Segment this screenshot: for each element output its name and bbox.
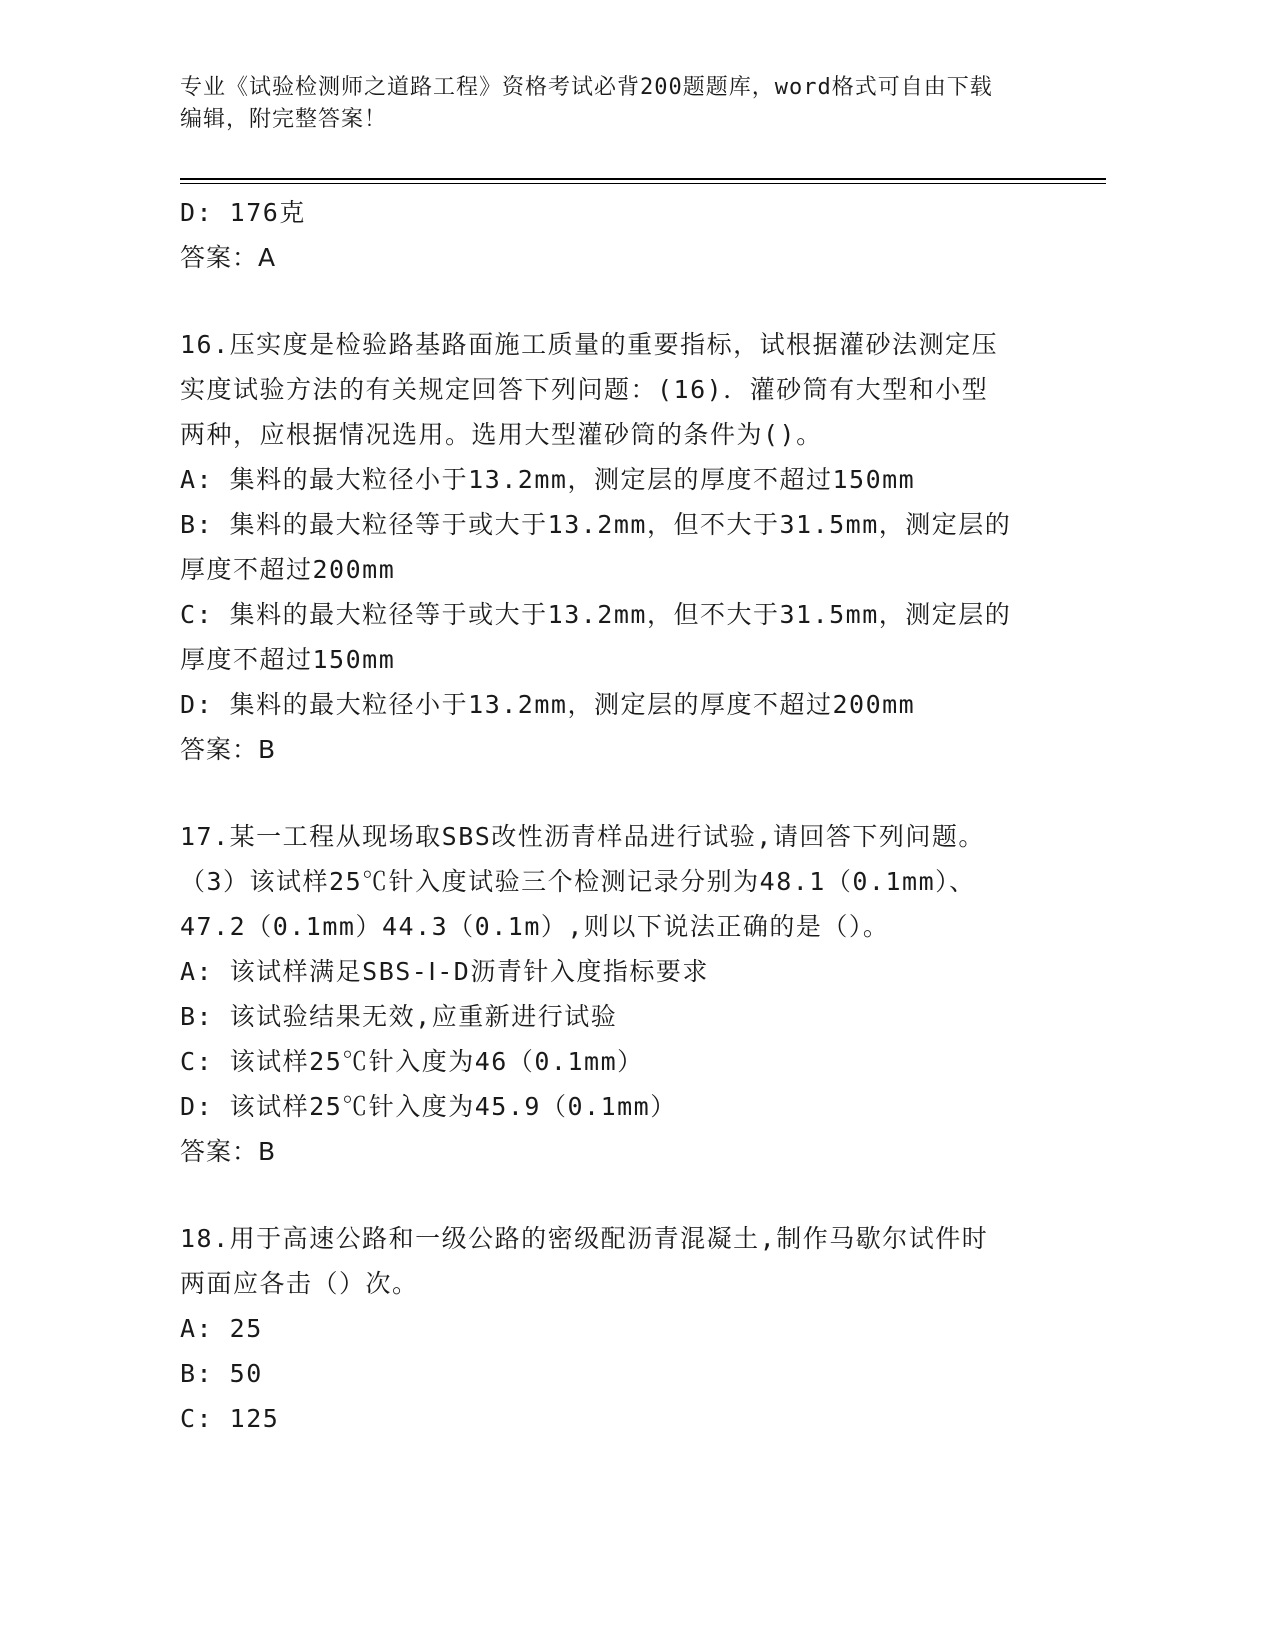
question-text-line: （3）该试样25℃针入度试验三个检测记录分别为48.1（0.1mm）、	[180, 867, 976, 896]
option-c: C: 该试样25℃针入度为46（0.1mm）	[180, 1047, 644, 1076]
answer-line: 答案：B	[180, 735, 277, 764]
option-c: C: 集料的最大粒径等于或大于13.2mm，但不大于31.5mm，测定层的	[180, 600, 1012, 629]
previous-question-tail	[180, 190, 1080, 280]
option-b: B: 50	[180, 1359, 263, 1388]
option-a: A: 集料的最大粒径小于13.2mm，测定层的厚度不超过150mm	[180, 465, 916, 494]
option-a: A: 25	[180, 1314, 263, 1343]
option-d: D: 176克	[180, 198, 306, 227]
header-line-1: 专业《试验检测师之道路工程》资格考试必背200题题库，word格式可自由下载	[180, 75, 993, 100]
option-d: D: 集料的最大粒径小于13.2mm，测定层的厚度不超过200mm	[180, 690, 916, 719]
question-text-line: 17.某一工程从现场取SBS改性沥青样品进行试验,请回答下列问题。	[180, 822, 985, 851]
question-text-line: 两面应各击（）次。	[180, 1269, 419, 1298]
answer-line: 答案：A	[180, 243, 277, 272]
option-b-continued: 厚度不超过200mm	[180, 555, 396, 584]
question-text-line: 47.2（0.1mm）44.3（0.1m）,则以下说法正确的是（）。	[180, 912, 890, 941]
answer-line: 答案：B	[180, 1137, 277, 1166]
question-16	[180, 322, 1080, 772]
question-text-line: 18.用于高速公路和一级公路的密级配沥青混凝土,制作马歇尔试件时	[180, 1224, 989, 1253]
option-d: D: 该试样25℃针入度为45.9（0.1mm）	[180, 1092, 677, 1121]
question-18	[180, 1216, 1080, 1441]
option-a: A: 该试样满足SBS-Ⅰ-D沥青针入度指标要求	[180, 957, 709, 986]
option-c-continued: 厚度不超过150mm	[180, 645, 396, 674]
header-line-2: 编辑，附完整答案！	[180, 107, 388, 132]
question-text-line: 实度试验方法的有关规定回答下列问题：(16)．灌砂筒有大型和小型	[180, 375, 989, 404]
option-c: C: 125	[180, 1404, 280, 1433]
spacer	[180, 280, 1080, 322]
document-header	[180, 72, 1080, 136]
option-b: B: 该试验结果无效,应重新进行试验	[180, 1002, 618, 1031]
spacer	[180, 1174, 1080, 1216]
question-text-line: 两种，应根据情况选用。选用大型灌砂筒的条件为()。	[180, 420, 823, 449]
spacer	[180, 772, 1080, 814]
question-17	[180, 814, 1080, 1174]
header-divider-thin	[180, 183, 1106, 184]
document-body	[180, 190, 1080, 1441]
header-divider-thick	[180, 178, 1106, 180]
option-b: B: 集料的最大粒径等于或大于13.2mm，但不大于31.5mm，测定层的	[180, 510, 1012, 539]
question-text-line: 16.压实度是检验路基路面施工质量的重要指标，试根据灌砂法测定压	[180, 330, 999, 359]
